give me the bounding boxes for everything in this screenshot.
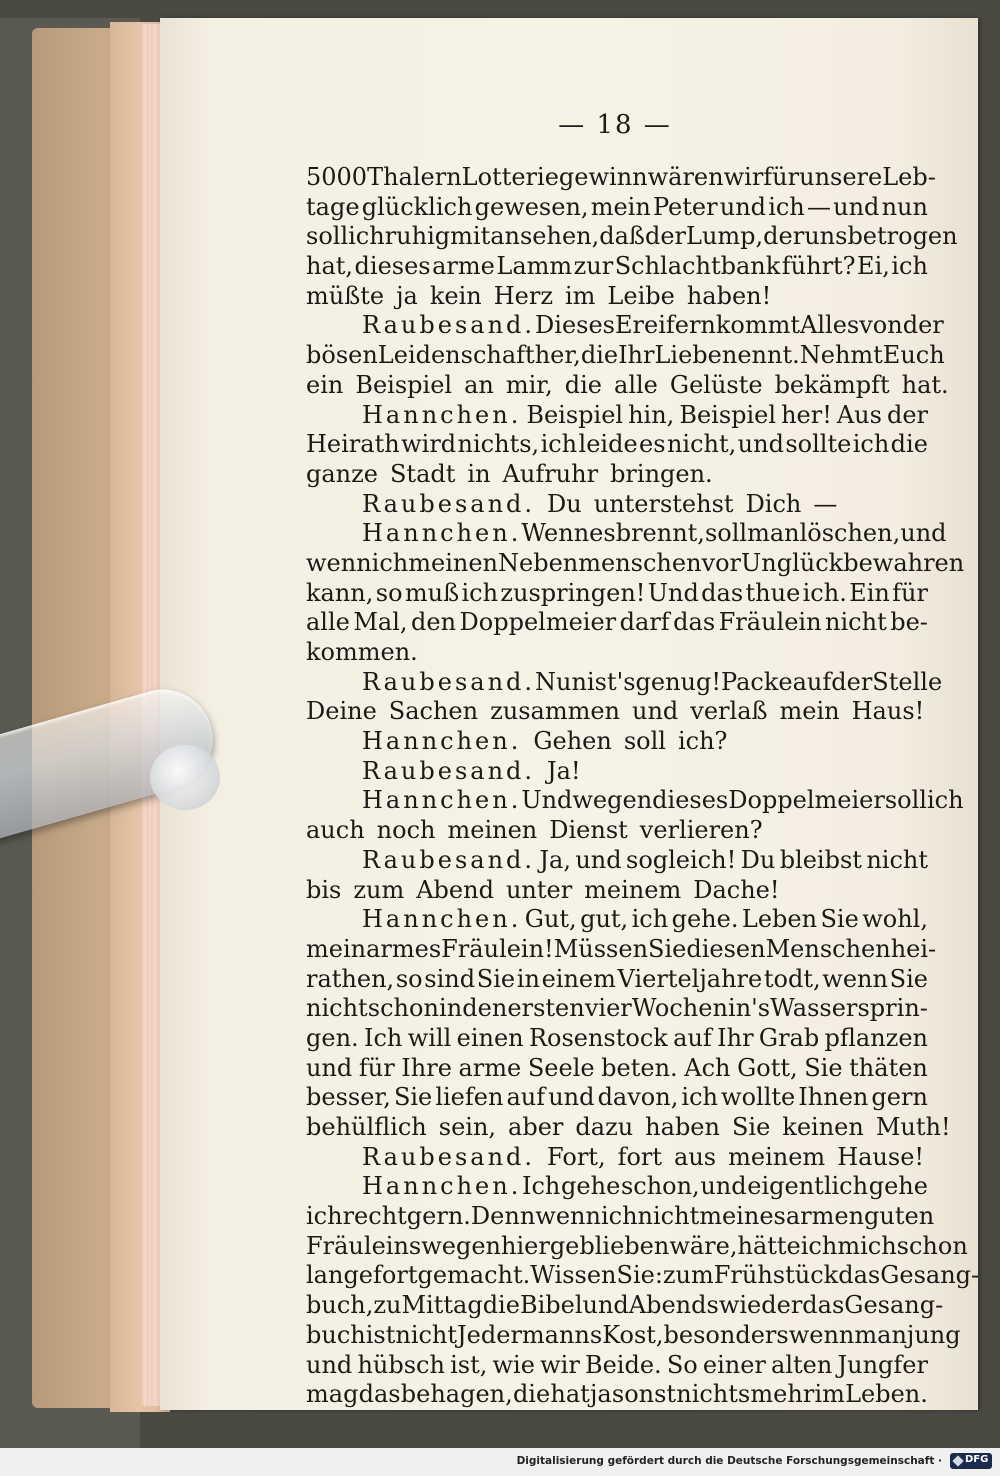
text-line: Hannchen. Gehen soll ich? (362, 727, 728, 756)
text-line: bis zum Abend unter meinem Dache! (306, 875, 780, 904)
footer-credit: Digitalisierung gefördert durch die Deutsche Forschungsgemeinschaft · (516, 1455, 942, 1467)
text-line: behülflich sein, aber dazu haben Sie keinen Muth! (306, 1113, 951, 1141)
speaker-name: Hannchen. (362, 727, 522, 756)
text-line: Deine Sachen zusammen und verlaß mein Haus! (306, 697, 925, 726)
text-line: tage glücklich gewesen, mein Peter und ich — und nun (306, 192, 928, 221)
speaker-name: Raubesand. (362, 1142, 536, 1171)
speaker-name: Raubesand. (362, 756, 536, 785)
text-line: rathen, so sind Sie in einem Vierteljahre todt, wenn Sie (306, 964, 928, 993)
text-line: auch noch meinen Dienst verlieren? (306, 816, 763, 845)
text-line: Fräuleins wegen hier geblieben wäre, hätte ich mich schon (306, 1231, 968, 1260)
text-line: alle Mal, den Doppelmeier darf das Fräulein nicht be- (306, 608, 928, 637)
text-line: ich recht gern. Denn wenn ich nicht meines armen guten (306, 1202, 935, 1231)
speaker-name: Raubesand. (362, 845, 536, 874)
speaker-name: Hannchen. (362, 1172, 522, 1201)
speaker-name: Raubesand. (362, 311, 536, 340)
text-line: Raubesand. Ja, und sogleich! Du bleibst nicht (362, 845, 928, 874)
glass-reflection-tip (150, 745, 220, 810)
speaker-name: Raubesand. (362, 489, 536, 518)
text-line: Hannchen. Gut, gut, ich gehe. Leben Sie wohl, (362, 905, 928, 934)
text-line: Raubesand. Ja! (362, 756, 581, 785)
text-line: kann, so muß ich zuspringen! Und das thue ich. Ein für (306, 578, 928, 607)
text-line: und hübsch ist, wie wir Beide. So einer alten Jungfer (306, 1350, 928, 1379)
page-number: — 18 — (558, 110, 672, 140)
text-line: Raubesand. Fort, fort aus meinem Hause! (362, 1142, 925, 1171)
text-line: nicht schon in den ersten vier Wochen in's Wasser sprin- (306, 994, 928, 1023)
footer-bar (0, 1448, 1000, 1476)
text-line: mein armes Fräulein! Müssen Sie diesen Menschen hei- (306, 934, 937, 963)
text-line: Heirath wird nichts, ich leide es nicht, und sollte ich die (306, 430, 928, 459)
speaker-name: Raubesand. (362, 667, 536, 696)
text-line: buch, zu Mittag die Bibel und Abends wieder das Gesang- (306, 1291, 944, 1320)
dfg-logo-icon[interactable] (950, 1453, 992, 1469)
speaker-name: Hannchen. (362, 905, 522, 934)
text-line: mag das behagen, die hat ja sonst nichts mehr im Leben. (306, 1380, 928, 1409)
text-line: bösen Leidenschaft her, die Ihr Liebe nennt. Nehmt Euch (306, 341, 945, 370)
text-line: wenn ich meinen Nebenmenschen vor Unglück bewahren (306, 548, 965, 577)
text-line: und für Ihre arme Seele beten. Ach Gott, Sie thäten (306, 1053, 928, 1082)
text-line: ein Beispiel an mir, die alle Gelüste bekämpft hat. (306, 370, 949, 399)
text-line: Raubesand. Du unterstehst Dich — (362, 489, 838, 518)
text-line: besser, Sie liefen auf und davon, ich wollte Ihnen gern (306, 1083, 928, 1112)
text-line: 5000 Thalern Lotteriegewinn wären wir für unsere Leb- (306, 163, 936, 191)
text-line: buch ist nicht Jedermanns Kost, besonders wenn man jung (306, 1320, 961, 1349)
text-line: gen. Ich will einen Rosenstock auf Ihr Grab pflanzen (306, 1023, 928, 1052)
text-line: hat, dieses arme Lamm zur Schlachtbank führt? Ei, ich (306, 252, 928, 281)
text-line: Raubesand. Nun ist's genug! Packe auf der Stelle (362, 667, 943, 696)
page-text (306, 163, 980, 1410)
dfg-logo-label: DFG (965, 1454, 989, 1465)
text-line: kommen. (306, 638, 418, 666)
text-line: Hannchen. Wenn es brennt, soll man löschen, und (362, 519, 947, 548)
text-line: Hannchen. Beispiel hin, Beispiel her! Aus der (362, 400, 928, 429)
text-line: soll ich ruhig mit ansehen, daß der Lump, der uns betrogen (306, 222, 958, 251)
text-line: Raubesand. Dieses Ereifern kommt Alles von der (362, 311, 944, 340)
text-line: müßte ja kein Herz im Leibe haben! (306, 281, 772, 310)
text-line: lange fortgemacht. Wissen Sie: zum Frühstück das Gesang- (306, 1261, 980, 1290)
text-line: Hannchen. Und wegen dieses Doppelmeier soll ich (362, 786, 964, 815)
speaker-name: Hannchen. (362, 519, 522, 548)
speaker-name: Hannchen. (362, 786, 522, 815)
text-line: Hannchen. Ich gehe schon, und eigentlich gehe (362, 1172, 928, 1201)
speaker-name: Hannchen. (362, 400, 522, 429)
text-line: ganze Stadt in Aufruhr bringen. (306, 459, 713, 488)
